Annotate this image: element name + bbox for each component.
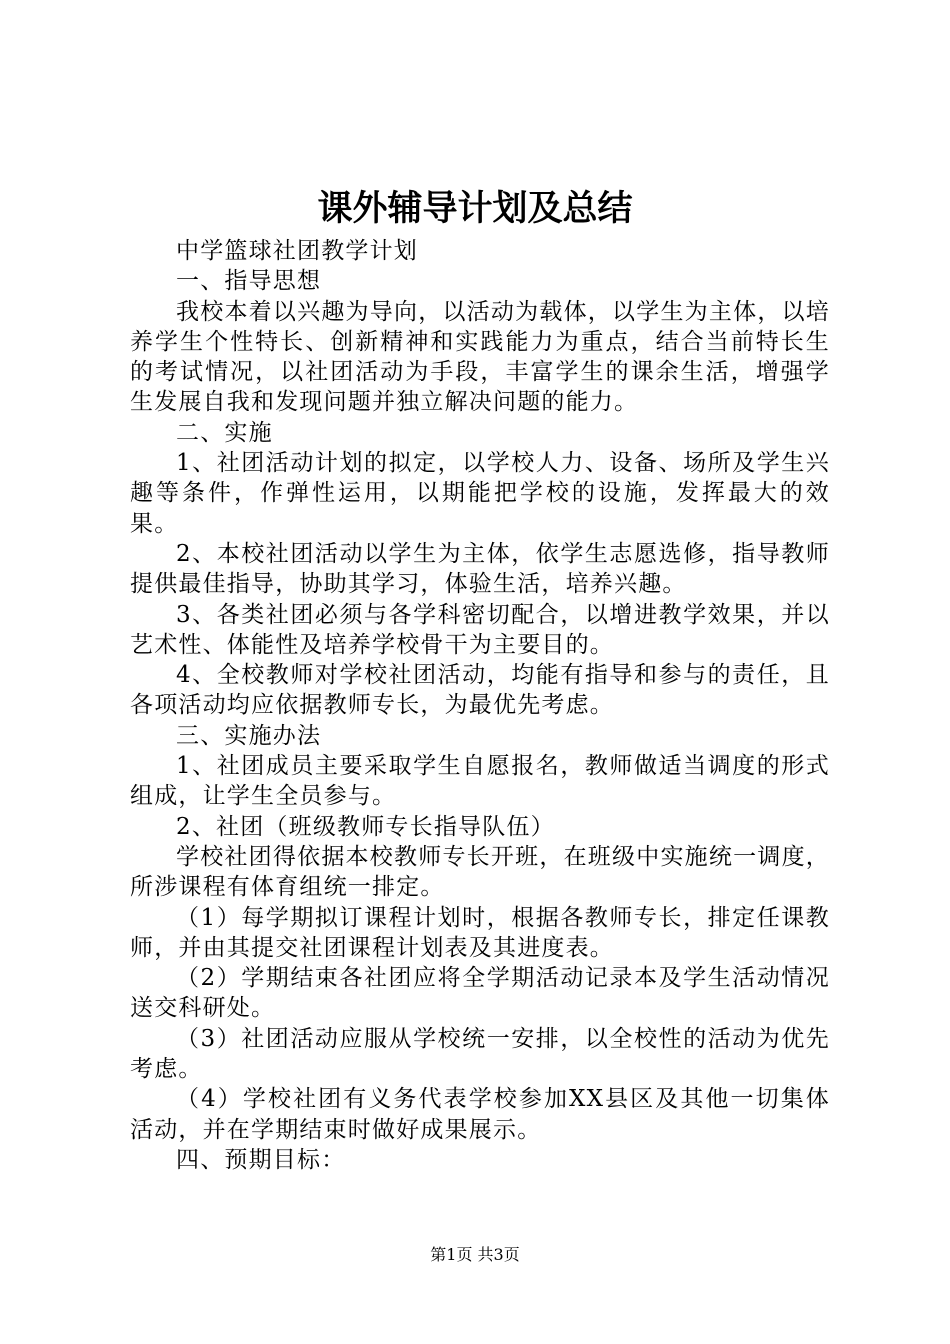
paragraph-item-3: （3）社团活动应服从学校统一安排，以全校性的活动为优先考虑。 [130,1025,830,1083]
page-footer: 第1页 共3页 [430,1245,520,1264]
paragraph-methods-2-detail: 学校社团得依据本校教师专长开班，在班级中实施统一调度，所涉课程有体育组统一排定。 [130,843,830,901]
paragraph-implementation-2: 2、本校社团活动以学生为主体，依学生志愿选修，指导教师提供最佳指导，协助其学习，体验生活，培养兴趣。 [130,540,830,598]
section-heading-expected-goals: 四、预期目标： [176,1146,346,1173]
document-title: 课外辅导计划及总结 [317,188,633,229]
paragraph-implementation-1: 1、社团活动计划的拟定，以学校人力、设备、场所及学生兴趣等条件，作弹性运用，以期能把学校的设施，发挥最大的效果。 [130,450,830,537]
paragraph-subtitle: 中学篮球社团教学计划 [176,238,418,264]
paragraph-implementation-3: 3、各类社团必须与各学科密切配合，以增进教学效果，并以艺术性、体能性及培养学校骨干为主要目的。 [130,601,830,658]
paragraph-methods-1: 1、社团成员主要采取学生自愿报名，教师做适当调度的形式组成，让学生全员参与。 [130,753,830,810]
paragraph-item-4: （4）学校社团有义务代表学校参加XX县区及其他一切集体活动，并在学期结束时做好成果展示。 [130,1086,830,1143]
section-heading-guiding-ideology: 一、指导思想 [176,268,322,295]
section-heading-implementation: 二、实施 [176,419,273,446]
paragraph-item-1: （1）每学期拟订课程计划时，根据各教师专长，排定任课教师，并由其提交社团课程计划表及其进度表。 [130,904,830,961]
paragraph-guiding-ideology: 我校本着以兴趣为导向，以活动为载体，以学生为主体，以培养学生个性特长、创新精神和实践能力为重点，结合当前特长生的考试情况，以社团活动为手段，丰富学生的课余生活，增强学生发展自我和发现问题并独立解决问题的能力。 [130,298,830,416]
paragraph-methods-2: 2、社团（班级教师专长指导队伍） [176,813,555,840]
paragraph-implementation-4: 4、全校教师对学校社团活动，均能有指导和参与的责任，且各项活动均应依据教师专长，为最优先考虑。 [130,662,830,719]
document-body [130,236,830,1175]
paragraph-item-2: （2）学期结束各社团应将全学期活动记录本及学生活动情况送交科研处。 [130,965,830,1022]
section-heading-methods: 三、实施办法 [176,722,322,749]
